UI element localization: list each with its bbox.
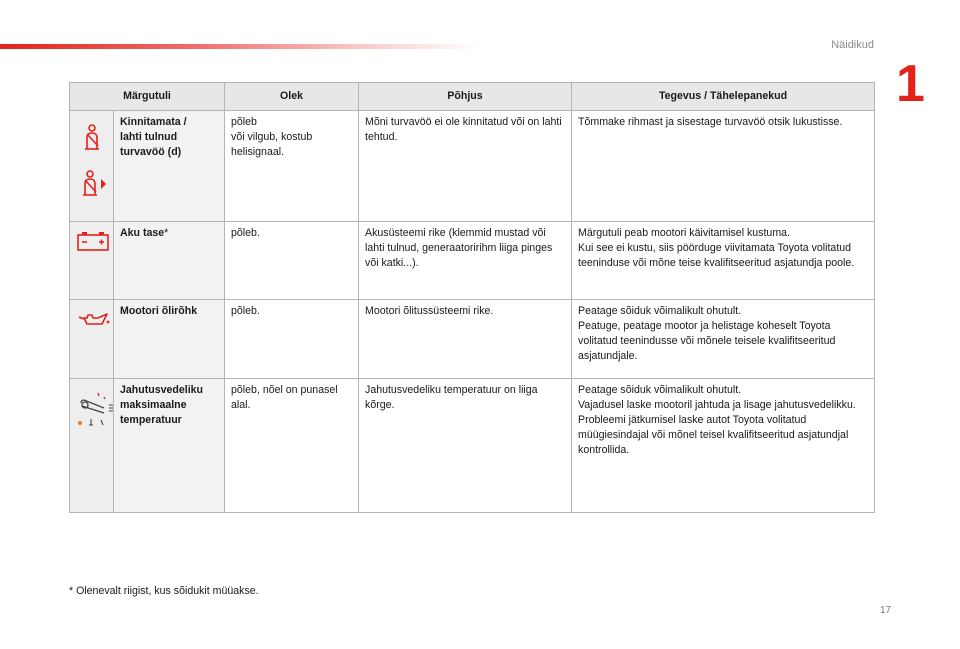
table-row	[70, 300, 875, 379]
seatbelt-icon	[76, 169, 108, 199]
indicator-state: põleb.	[225, 222, 359, 300]
indicator-icon-cell	[70, 111, 114, 222]
header-accent-bar	[0, 44, 480, 49]
footnote-mark: *	[164, 227, 169, 239]
section-title: Näidikud	[831, 39, 874, 51]
table-header-row	[70, 83, 875, 111]
indicator-name	[114, 222, 225, 300]
table-row	[70, 379, 875, 513]
indicator-state: põleb.	[225, 300, 359, 379]
table-row	[70, 111, 875, 222]
column-header-cause: Põhjus	[359, 83, 572, 111]
indicator-icon-cell	[70, 300, 114, 379]
column-header-state: Olek	[225, 83, 359, 111]
seatbelt-icon	[78, 123, 106, 153]
indicator-state: põleb, nõel on punasel alal.	[225, 379, 359, 513]
indicator-cause: Mõni turvavöö ei ole kinnitatud või on lahti tehtud.	[359, 111, 572, 222]
indicator-action: Märgutuli peab mootori käivitamisel kustuma. Kui see ei kustu, siis pöörduge viivitamata Toyota volitatud teeninduse või mõne teise kvalifitseeritud asjatundja poole.	[572, 222, 875, 300]
indicator-icon-cell	[70, 379, 114, 513]
indicator-icon-cell	[70, 222, 114, 300]
column-header-action: Tegevus / Tähelepanekud	[572, 83, 875, 111]
indicator-action: Peatage sõiduk võimalikult ohutult. Peatuge, peatage mootor ja helistage koheselt Toyota volitatud teenindusse või mõnele teisele kvalifitseeritud asjatundjale.	[572, 300, 875, 379]
page-number: 17	[880, 605, 892, 616]
chapter-number: 1	[896, 55, 925, 113]
indicator-name: Mootori õlirõhk	[114, 300, 225, 379]
coolant-temperature-icon	[76, 389, 116, 429]
oil-can-icon	[76, 310, 112, 330]
battery-icon	[76, 230, 110, 252]
indicator-name-text: Aku tase	[120, 227, 165, 239]
column-header-indicator: Märgutuli	[70, 83, 225, 111]
indicator-table	[69, 82, 875, 513]
indicator-name: Kinnitamata / lahti tulnud turvavöö (d)	[114, 111, 225, 222]
table-row	[70, 222, 875, 300]
indicator-cause: Akusüsteemi rike (klemmid mustad või lahti tulnud, generaatoririhm liiga pinges või katki...).	[359, 222, 572, 300]
indicator-action: Tõmmake rihmast ja sisestage turvavöö otsik lukustisse.	[572, 111, 875, 222]
indicator-state: põleb või vilgub, kostub helisignaal.	[225, 111, 359, 222]
indicator-name: Jahutusvedeliku maksimaalne temperatuur	[114, 379, 225, 513]
indicator-cause: Mootori õlitussüsteemi rike.	[359, 300, 572, 379]
indicator-action: Peatage sõiduk võimalikult ohutult. Vajadusel laske mootoril jahtuda ja lisage jahutusvedelikku. Probleemi jätkumisel laske autot Toyota volitatud müügiesindajal või mõnel teisel kvalifitseeritud asjatundjal kontrollida.	[572, 379, 875, 513]
footnote: * Olenevalt riigist, kus sõidukit müüakse.	[69, 585, 259, 597]
indicator-cause: Jahutusvedeliku temperatuur on liiga kõrge.	[359, 379, 572, 513]
